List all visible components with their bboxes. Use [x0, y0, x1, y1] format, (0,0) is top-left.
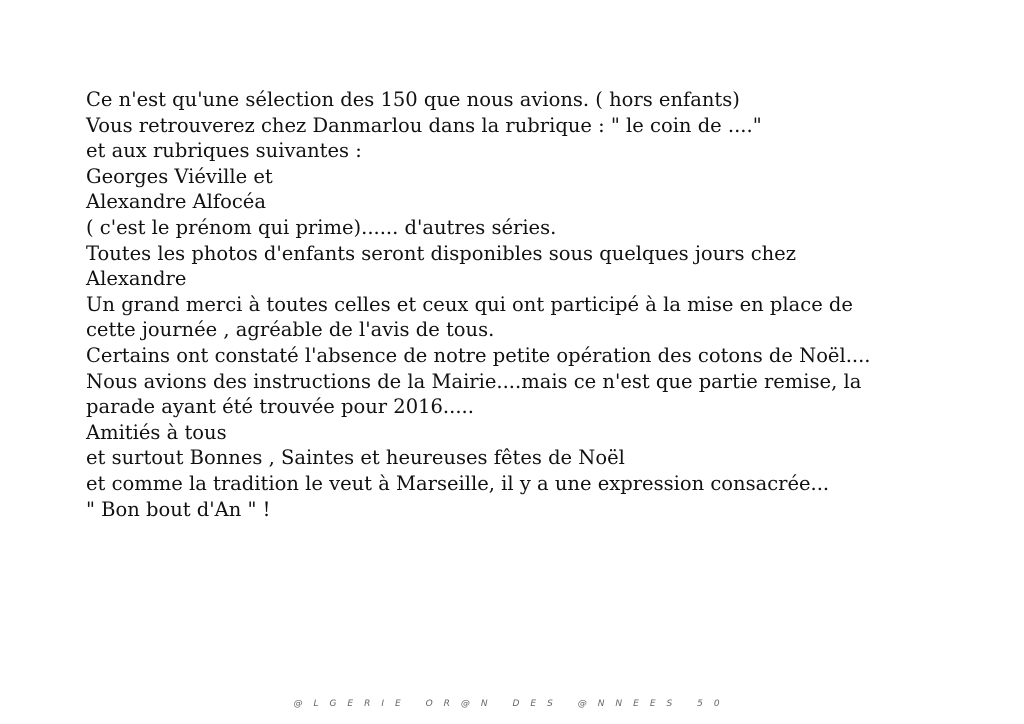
text-line: Amitiés à tous [86, 420, 227, 444]
text-line: " Bon bout d'An " ! [86, 497, 271, 521]
text-line: Georges Viéville et [86, 164, 273, 188]
text-line: parade ayant été trouvée pour 2016..... [86, 395, 474, 419]
text-line: et comme la tradition le veut à Marseille, il y a une expression consacrée... [86, 471, 830, 495]
text-line: Toutes les photos d'enfants seront disponibles sous quelques jours chez [86, 241, 796, 265]
text-line: et surtout Bonnes , Saintes et heureuses fêtes de Noël [86, 446, 625, 470]
text-line: Alexandre Alfocéa [86, 190, 266, 214]
page-footer: @LGERIE OR@N DES @NNEES 50 [293, 699, 731, 709]
text-line: Un grand merci à toutes celles et ceux qui ont participé à la mise en place de [86, 292, 853, 316]
text-line: Vous retrouverez chez Danmarlou dans la rubrique : " le coin de ...." [86, 113, 762, 137]
text-line: cette journée , agréable de l'avis de tous. [86, 318, 495, 342]
text-line: ( c'est le prénom qui prime)...... d'autres séries. [86, 215, 557, 239]
text-line: Ce n'est qu'une sélection des 150 que nous avions. ( hors enfants) [86, 88, 740, 111]
text-line: Nous avions des instructions de la Mairie....mais ce n'est que partie remise, la [86, 369, 862, 393]
text-line: Alexandre [86, 267, 187, 291]
text-line: Certains ont constaté l'absence de notre petite opération des cotons de Noël.... [86, 343, 871, 367]
text-line: et aux rubriques suivantes : [86, 139, 362, 163]
body-text [86, 87, 986, 522]
